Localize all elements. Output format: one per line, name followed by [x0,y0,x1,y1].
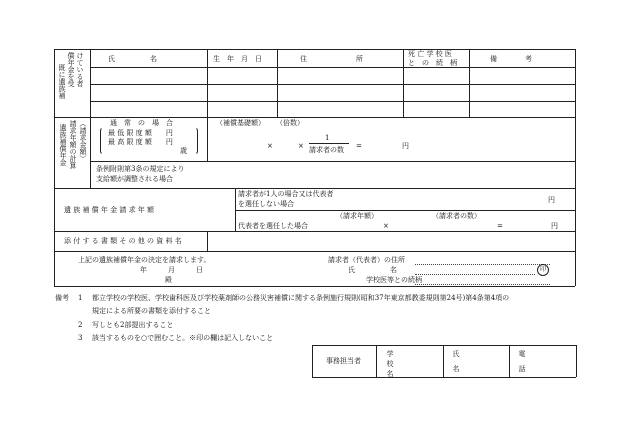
normal-case-label: 通 常 の 場 合 [110,119,173,127]
adjusted-case-line2: 支給額が調整される場合 [96,175,173,183]
office-staff-label: 事務担当者 [326,357,361,365]
attachments-label: 添 付 す る 書 類 そ の 他 の 資 料 名 [64,237,182,245]
representative-case-label: 代表者を選任した場合 [238,222,308,230]
note-2-number: 2 [78,321,83,329]
age-label: 歳 [180,147,187,155]
calc-side-label-col1: 遺族補償年金 [59,124,67,166]
claimant-address-line [415,264,550,265]
fraction-bar [309,143,349,144]
header-relation-line1: 死 亡 学 校 医 [408,50,452,58]
addressee-label: 殿 [165,276,172,284]
existing-recipients-label-col3: けている者 [76,52,84,87]
existing-recipients-label-col1: 既に遺族補 [58,64,66,99]
single-claimant-line1: 請求者が1人の場合又は代表者 [238,190,334,198]
notes-heading: 備考 [55,294,69,302]
adjusted-case-line1: 条例附則第3条の規定により [96,165,185,173]
header-remarks: 備 考 [490,55,532,63]
equals-sign-2: = [497,222,503,230]
num-claimants-col-label: （請求者の数） [432,212,481,220]
claimant-address-label: 請求者（代表者）の住所 [328,256,405,264]
claimant-name-label: 氏 名 [348,266,397,274]
times-sign-2: × [298,142,304,150]
multiplier-label: （倍数） [276,119,304,127]
claimant-name-line [415,274,535,275]
single-claimant-line2: を選任しない場合 [238,200,294,208]
yen-unit-1: 円 [548,196,555,204]
header-address: 住 所 [300,55,363,63]
fraction-denominator: 請求者の数 [309,146,344,154]
seal-mark: 印 [537,264,549,276]
calc-side-label-col2: 請求年額の計算 [69,120,77,169]
equals-sign: = [356,142,362,150]
office-name-label: 氏名 [452,350,460,380]
request-statement: 上記の遺族補償年金の決定を請求します。 [78,256,211,264]
yen-unit: 円 [402,142,409,150]
note-1-number: 1 [78,294,83,302]
header-name: 氏 名 [108,55,157,63]
existing-recipients-label-col2: 償年金を受 [67,52,75,87]
office-school-name-label: 学校名 [386,350,394,380]
times-sign-1: × [267,142,273,150]
fraction-numerator: 1 [325,134,330,142]
relation-to-doctor-label: 学校医等との続柄 [366,276,422,284]
max-limit-label: 最 高 限 度 額 円 [108,138,173,146]
yen-unit-2: 円 [551,222,558,230]
note-1-line1: 都立学校の学校医、学校歯科医及び学校薬剤師の公務災害補償に関する条例施行規則(昭和37年東京都教委規則第24号)第4条第4項の [92,294,510,302]
times-sign-3: × [383,222,389,230]
basic-amount-label: （補償基礎額） [216,119,265,127]
note-1-line2: 規定による所要の書類を添付すること [92,307,211,315]
calc-bracket-label: （請求金額） [79,120,87,162]
note-3-text: 該当するものを○で囲むこと。※印の欄は記入しないこと [92,334,274,342]
date-field: 年 月 日 [140,266,203,274]
header-birth-date: 生 年 月 日 [213,55,262,63]
relation-line [415,284,550,285]
note-2-text: 写しとも2部提出すること [92,321,174,329]
min-limit-label: 最 低 限 度 額 円 [108,129,173,137]
annual-claim-amount-label: 遺 族 補 償 年 金 請 求 年 額 [64,206,155,214]
note-3-number: 3 [78,334,83,342]
office-phone-label: 電話 [518,350,526,380]
header-relation-line2: と の 続 柄 [408,59,457,67]
annual-amount-col-label: （請求年額） [336,212,378,220]
